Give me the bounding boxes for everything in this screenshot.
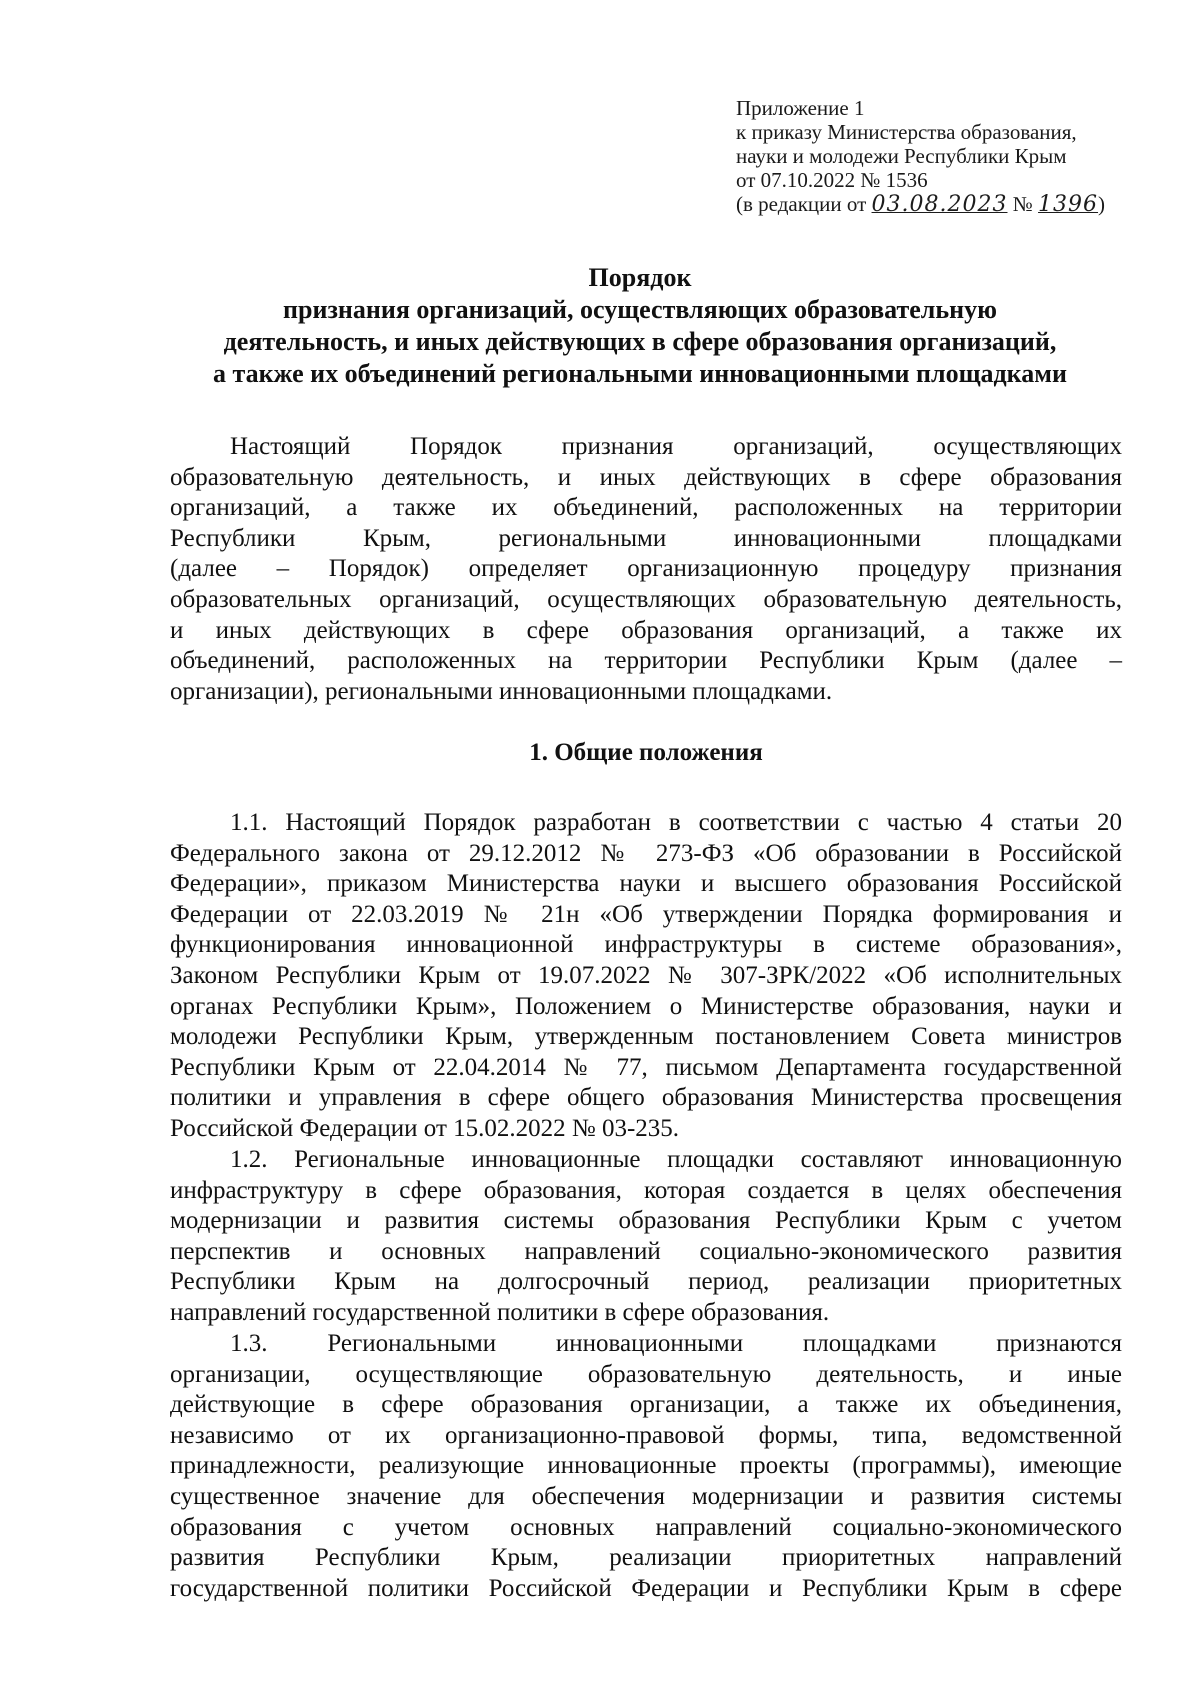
number-sign: № [1012,192,1033,216]
handwritten-date: 03.08.2023 [871,192,1008,217]
paragraph-1-3 [170,1329,1122,1604]
paragraph-line: перспектив и основных направлений социально-экономического развития [170,1237,1122,1265]
appendix-line: к приказу Министерства образования, [736,120,1077,144]
paragraph-1-2 [170,1145,1122,1329]
paragraph-line: органах Республики Крым», Положением о Министерстве образования, науки и [170,992,1122,1020]
section-heading: 1. Общие положения [529,739,763,766]
paragraph-line: Федерации от 22.03.2019 № 21н «Об утверждении Порядка формирования и [170,900,1122,928]
paragraph-line: 1.1. Настоящий Порядок разработан в соответствии с частью 4 статьи 20 [230,809,1122,836]
document-title [170,262,1110,390]
paragraph-line: Федерального закона от 29.12.2012 № 273-ФЗ «Об образовании в Российской [170,839,1122,867]
title-line: признания организаций, осуществляющих образовательную [283,295,997,324]
paragraph-line: молодежи Республики Крым, утвержденным постановлением Совета министров [170,1023,1122,1051]
paragraph-line: образования с учетом основных направлений социально-экономического [170,1513,1122,1541]
paragraph-line: Республики Крым на долгосрочный период, реализации приоритетных [170,1268,1122,1296]
paragraph-line: модернизации и развития системы образования Республики Крым с учетом [170,1207,1122,1235]
title-line: деятельность, и иных действующих в сфере образования организаций, [223,327,1057,356]
revision-suffix: ) [1098,192,1106,216]
paragraph-1-1 [170,808,1122,1145]
paragraph-line: образовательных организаций, осуществляющих образовательную деятельность, [170,585,1122,613]
paragraph-line: функционирования инновационной инфраструктуры в системе образования», [170,931,1122,959]
handwritten-number: 1396 [1038,192,1099,217]
appendix-revision-line [736,192,1156,217]
paragraph-line: Настоящий Порядок признания организаций, осуществляющих [230,433,1122,460]
paragraph-line: и иных действующих в сфере образования организаций, а также их [170,616,1122,644]
paragraph-line: организации), региональными инновационными площадками. [170,677,833,705]
paragraph-line: Федерации», приказом Министерства науки и высшего образования Российской [170,870,1122,898]
paragraph-line: Республики Крым, региональными инновационными площадками [170,524,1122,552]
appendix-line: науки и молодежи Республики Крым [736,144,1067,168]
paragraph-line: существенное значение для обеспечения модернизации и развития системы [170,1482,1122,1510]
paragraph-line: организаций, а также их объединений, расположенных на территории [170,494,1122,522]
title-line: Порядок [588,263,692,292]
appendix-line: от 07.10.2022 № 1536 [736,168,928,192]
paragraph-line: действующие в сфере образования организации, а также их объединения, [170,1391,1122,1419]
intro-paragraph [170,432,1122,707]
revision-prefix: (в редакции от [736,192,867,216]
paragraph-line: Законом Республики Крым от 19.07.2022 № 307-ЗРК/2022 «Об исполнительных [170,961,1122,989]
paragraph-line: организации, осуществляющие образовательную деятельность, и иные [170,1360,1122,1388]
paragraph-line: 1.2. Региональные инновационные площадки составляют инновационную [230,1146,1122,1173]
paragraph-line: (далее – Порядок) определяет организационную процедуру признания [170,555,1122,583]
paragraph-line: политики и управления в сфере общего образования Министерства просвещения [170,1084,1122,1112]
paragraph-line: 1.3. Региональными инновационными площадками признаются [230,1330,1122,1357]
paragraph-line: Республики Крым от 22.04.2014 № 77, письмом Департамента государственной [170,1053,1122,1081]
title-line: а также их объединений региональными инновационными площадками [213,359,1067,388]
paragraph-line: государственной политики Российской Федерации и Республики Крым в сфере [170,1574,1122,1602]
paragraph-line: независимо от их организационно-правовой формы, типа, ведомственной [170,1421,1122,1449]
paragraph-line: развития Республики Крым, реализации приоритетных направлений [170,1544,1122,1572]
paragraph-line: принадлежности, реализующие инновационные проекты (программы), имеющие [170,1452,1122,1480]
paragraph-line: объединений, расположенных на территории Республики Крым (далее – [170,647,1122,675]
paragraph-line: образовательную деятельность, и иных действующих в сфере образования [170,463,1122,491]
paragraph-line: направлений государственной политики в сфере образования. [170,1298,830,1326]
appendix-block [736,96,1156,217]
paragraph-line: Российской Федерации от 15.02.2022 № 03-235. [170,1114,680,1142]
appendix-line: Приложение 1 [736,96,865,120]
paragraph-line: инфраструктуру в сфере образования, которая создается в целях обеспечения [170,1176,1122,1204]
